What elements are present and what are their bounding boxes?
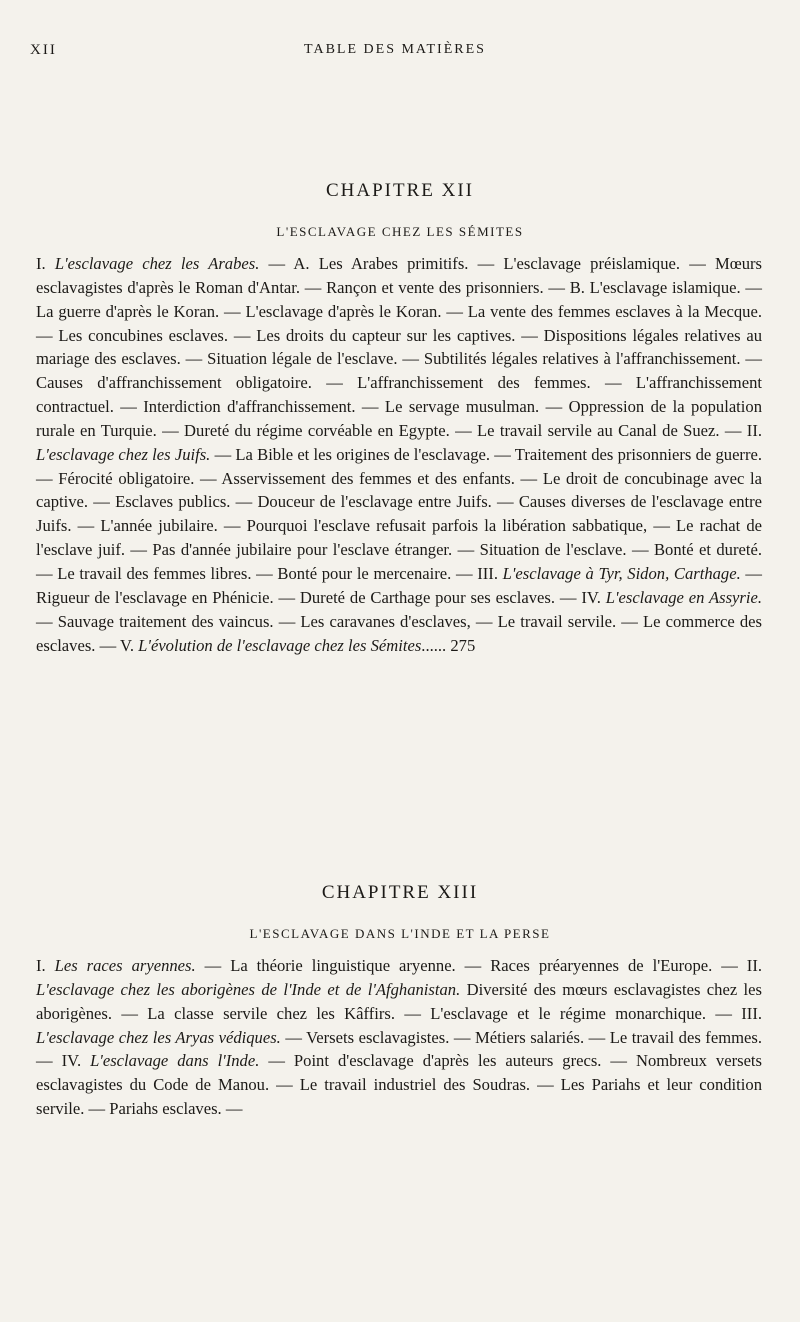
running-title: TABLE DES MATIÈRES: [304, 42, 486, 57]
running-head: [30, 42, 760, 62]
page-reference: 275: [450, 635, 476, 655]
chapter-xiii-summary: [36, 954, 762, 1121]
section-number: I.: [36, 254, 55, 273]
section-heading-aryas-vediques: L'esclavage chez les Aryas védiques.: [36, 1027, 281, 1047]
section-heading-races-aryennes: Les races aryennes.: [54, 956, 196, 975]
summary-text: — Point d'esclavage d'après les auteurs grecs. — Nombreux versets esclavagistes du Code de Manou. — Le travail industriel des Soudras. — Les Pariahs et leur condition servile. — Pariahs esclaves. —: [36, 1051, 762, 1119]
summary-text: — Versets esclavagistes. — Métiers salariés. — Le travail des femmes. — IV.: [36, 1027, 762, 1071]
section-heading-aborigenes: L'esclavage chez les aborigènes de l'Inde et de l'Afghanistan.: [36, 979, 461, 999]
summary-text: — A. Les Arabes primitifs. — L'esclavage préislamique. — Mœurs esclavagistes d'après le Roman d'Antar. — Rançon et vente des prisonniers. — B. L'esclavage islamique. — La guerre d'après le Koran. — L'esclavage d'après le Koran. — La vente des femmes esclaves à la Mecque. — Les concubines esclaves. — Les droits du capteur sur les captives. — Dispositions légales relatives au mariage des esclaves. — Situation légale de l'esclave. — Subtilités légales relatives à l'affranchissement. — Causes d'affranchissement obligatoire. — L'affranchissement des femmes. — L'affranchissement contractuel. — Interdiction d'affranchissement. — Le servage musulman. — Oppression de la population rurale en Turquie. — Dureté du régime corvéable en Egypte. — Le travail servile au Canal de Suez. — II.: [36, 254, 762, 440]
section-heading-arabes: L'esclavage chez les Arabes.: [54, 254, 260, 273]
section-heading-evolution: L'évolution de l'esclavage chez les Sémites: [138, 635, 422, 655]
summary-text: — Sauvage traitement des vaincus. — Les caravanes d'esclaves, — Le travail servile. — Le commerce des esclaves. — V.: [36, 611, 762, 655]
chapter-xiii-subtitle: L'ESCLAVAGE DANS L'INDE ET LA PERSE: [249, 926, 551, 941]
summary-text: — La théorie linguistique aryenne. — Races préaryennes de l'Europe. — II.: [195, 956, 763, 975]
section-heading-juifs: L'esclavage chez les Juifs.: [36, 444, 211, 464]
chapter-xii-subtitle: L'ESCLAVAGE CHEZ LES SÉMITES: [276, 224, 524, 239]
chapter-xiii-title: CHAPITRE XIII: [321, 882, 479, 903]
dot-leaders: ......: [421, 635, 447, 655]
chapter-xii-summary: [36, 252, 762, 657]
chapter-xii-title: CHAPITRE XII: [325, 180, 475, 201]
summary-text: — Rigueur de l'esclavage en Phénicie. — Dureté de Carthage pour ses esclaves. — IV.: [36, 563, 762, 607]
summary-text: — La Bible et les origines de l'esclavage. — Traitement des prisonniers de guerre. — Férocité obligatoire. — Asservissement des femmes et des enfants. — Le droit de concubinage avec la captive. — Esclaves publics. — Douceur de l'esclavage entre Juifs. — Causes diverses de l'esclavage entre Juifs. — L'année jubilaire. — Pourquoi l'esclave refusait parfois la libération sabbatique, — Le rachat de l'esclave juif. — Pas d'année jubilaire pour l'esclave étranger. — Situation de l'esclave. — Bonté et dureté. — Le travail des femmes libres. — Bonté pour le mercenaire. — III.: [36, 444, 763, 583]
section-heading-inde: L'esclavage dans l'Inde.: [90, 1051, 260, 1071]
summary-text: Diversité des mœurs esclavagistes chez les aborigènes. — La classe servile chez les Kâffirs. — L'esclavage et le régime monarchique. — III.: [36, 979, 762, 1023]
section-number: I.: [36, 956, 55, 975]
page-folio: XII: [30, 42, 57, 58]
section-heading-tyr-sidon-carthage: L'esclavage à Tyr, Sidon, Carthage.: [502, 563, 741, 583]
section-heading-assyrie: L'esclavage en Assyrie.: [605, 587, 762, 607]
